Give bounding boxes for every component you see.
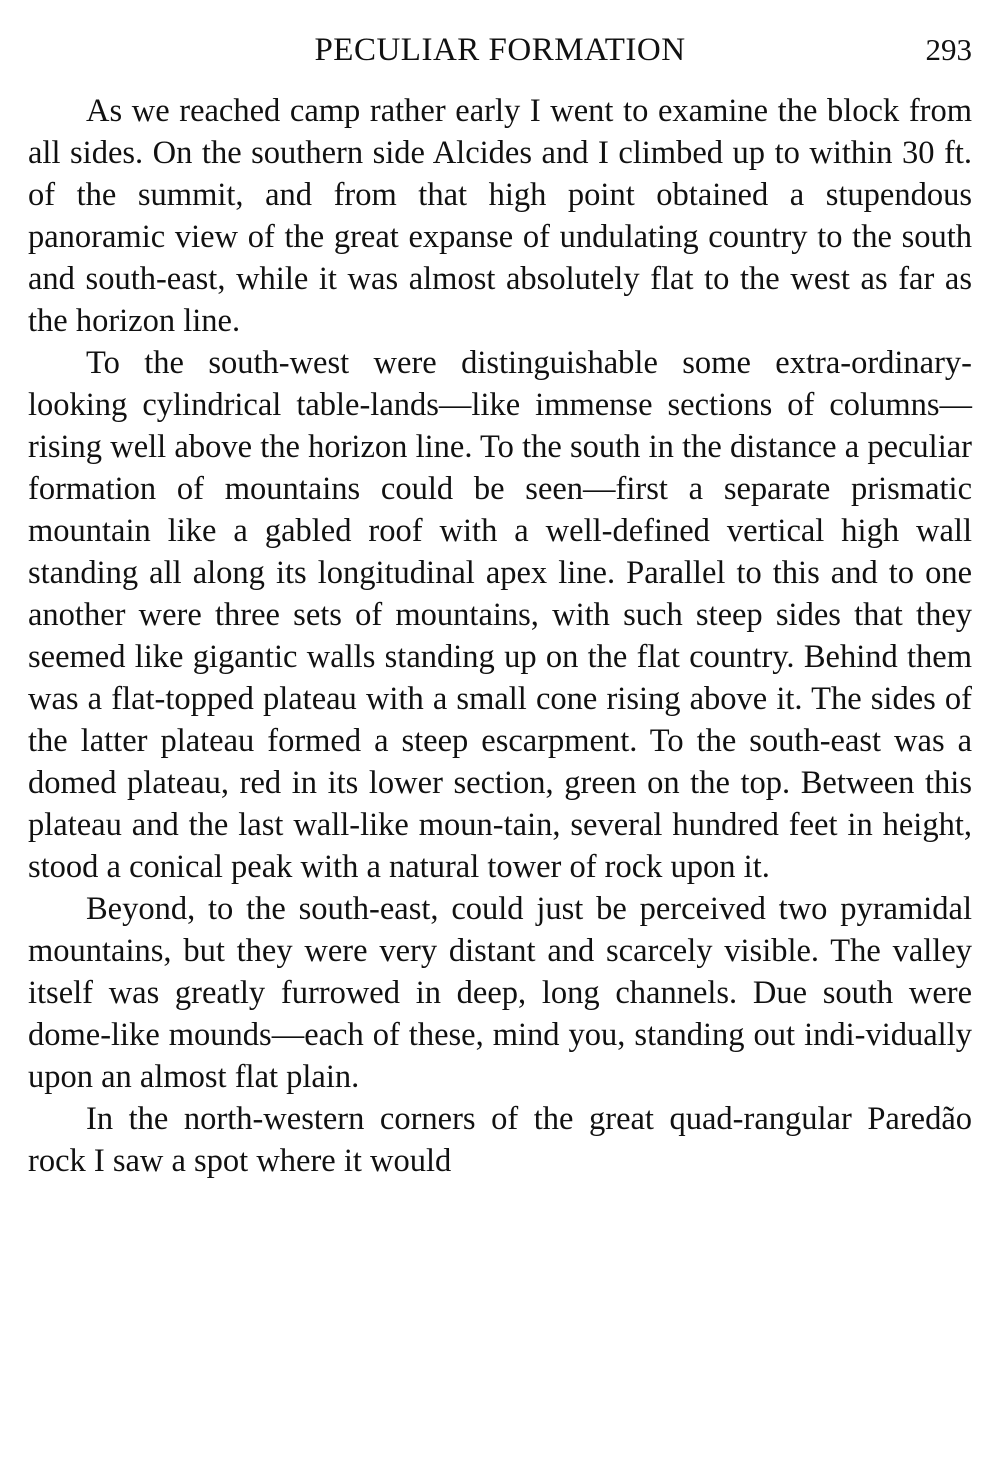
book-page [28,26,972,1182]
body-text [28,90,972,1182]
paragraph-2: To the south-west were distinguishable some extra-ordinary-looking cylindrical table-lands—like immense sections of columns—rising well above the horizon line. To the south in the distance a peculiar formation of mountains could be seen—first a separate prismatic mountain like a gabled roof with a well-defined vertical high wall standing all along its longitudinal apex line. Parallel to this and to one another were three sets of mountains, with such steep sides that they seemed like gigantic walls standing up on the flat country. Behind them was a flat-topped plateau with a small cone rising above it. The sides of the latter plateau formed a steep escarpment. To the south-east was a domed plateau, red in its lower section, green on the top. Between this plateau and the last wall-like moun-tain, several hundred feet in height, stood a conical peak with a natural tower of rock upon it. [28,345,972,885]
page-number: 293 [925,32,972,67]
running-title: PECULIAR FORMATION [314,32,686,68]
paragraph-4: In the north-western corners of the great quad-rangular Paredão rock I saw a spot where it would [28,1101,972,1179]
page-header [28,26,972,76]
paragraph-1: As we reached camp rather early I went to examine the block from all sides. On the southern side Alcides and I climbed up to within 30 ft. of the summit, and from that high point obtained a stupendous panoramic view of the great expanse of undulating country to the south and south-east, while it was almost absolutely flat to the west as far as the horizon line. [28,93,972,339]
paragraph-3: Beyond, to the south-east, could just be perceived two pyramidal mountains, but they were very distant and scarcely visible. The valley itself was greatly furrowed in deep, long channels. Due south were dome-like mounds—each of these, mind you, standing out indi-vidually upon an almost flat plain. [28,891,972,1095]
